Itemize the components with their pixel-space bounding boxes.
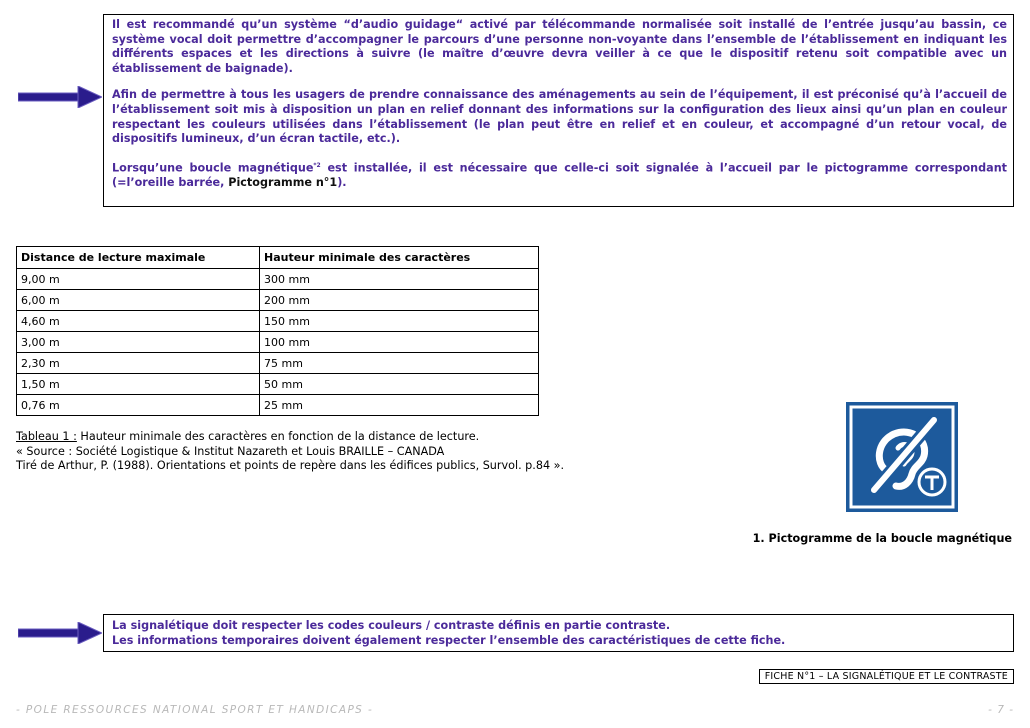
table-cell: 25 mm (260, 395, 539, 416)
caption-source: « Source : Société Logistique & Institut Nazareth et Louis BRAILLE – CANADA (16, 444, 445, 458)
table-row (17, 332, 539, 353)
table-cell: 300 mm (260, 269, 539, 290)
table-row (17, 353, 539, 374)
table-row (17, 395, 539, 416)
paragraph-boucle-magnetique: Lorsqu’une boucle magnétique$^{*2}$ est installée, il est nécessaire que celle-ci soit signalée à l’accueil par le pictogramme correspondant (=l’oreille barrée, Pictogramme n°1). (112, 161, 1008, 190)
column-header: Hauteur minimale des caractères (260, 247, 539, 269)
table-cell: 6,00 m (17, 290, 260, 311)
table-row (17, 269, 539, 290)
table-cell: 2,30 m (17, 353, 260, 374)
column-header: Distance de lecture maximale (17, 247, 260, 269)
caption-reference: Tiré de Arthur, P. (1988). Orientations et points de repère dans les édifices publics, Survol. p.84 ». (16, 459, 565, 472)
table-cell: 9,00 m (17, 269, 260, 290)
page-number: - 7 - (988, 704, 1014, 716)
table-cell: 0,76 m (17, 395, 260, 416)
footer-organization: - POLE RESSOURCES NATIONAL SPORT ET HANDICAPS - (16, 704, 374, 716)
table-cell: 150 mm (260, 311, 539, 332)
caption-line-1: Tableau 1 : Hauteur minimale des caractères en fonction de la distance de lecture. (16, 430, 480, 443)
table-cell: 4,60 m (17, 311, 260, 332)
hearing-loop-icon (846, 402, 958, 512)
table-cell: 200 mm (260, 290, 539, 311)
recommendation-box (103, 14, 1014, 207)
signage-note-line-1: La signalétique doit respecter les codes couleurs / contraste définis en partie contraste. (112, 619, 671, 632)
paragraph-audio-guidage: Il est recommandé qu’un système “d’audio guidage“ activé par télécommande normalisée soit installé de l’entrée jusqu’au bassin, ce système vocal doit permettre d’accompagner le parcours d’une personne non-voyante dans l’ensemble de l’établissement en indiquant les différents espaces et les directions à suivre (le maître d’œuvre devra veiller à ce que le dispositif retenu soit compatible avec un établissement de baignade). (112, 18, 1007, 75)
arrow-right-icon (18, 86, 102, 108)
table-cell: 100 mm (260, 332, 539, 353)
fiche-label: FICHE N°1 – LA SIGNALÉTIQUE ET LE CONTRASTE (759, 669, 1014, 684)
table-caption (16, 430, 564, 474)
table-cell: 1,50 m (17, 374, 260, 395)
table-cell: 75 mm (260, 353, 539, 374)
table-row (17, 290, 539, 311)
table-row (17, 374, 539, 395)
table-header-row (17, 247, 539, 269)
reading-distance-table (16, 246, 539, 416)
arrow-right-icon (18, 622, 102, 644)
table-cell: 3,00 m (17, 332, 260, 353)
signage-note-line-2: Les informations temporaires doivent également respecter l’ensemble des caractéristiques de cette fiche. (112, 633, 786, 647)
signage-note-box (103, 614, 1014, 652)
paragraph-plan-relief: Afin de permettre à tous les usagers de prendre connaissance des aménagements au sein de l’équipement, il est préconisé qu’à l’accueil de l’établissement soit mis à disposition un plan en relief donnant des informations sur la configuration des lieux ainsi qu’un plan en couleur respectant les couleurs utilisées dans l’établissement (le plan peut être en relief et en couleur, et accompagné d’un retour vocal, de dispositifs lumineux, d’un écran tactile, etc.). (112, 88, 1007, 146)
table-row (17, 311, 539, 332)
table-cell: 50 mm (260, 374, 539, 395)
pictogram-caption: 1. Pictogramme de la boucle magnétique (752, 532, 1012, 545)
